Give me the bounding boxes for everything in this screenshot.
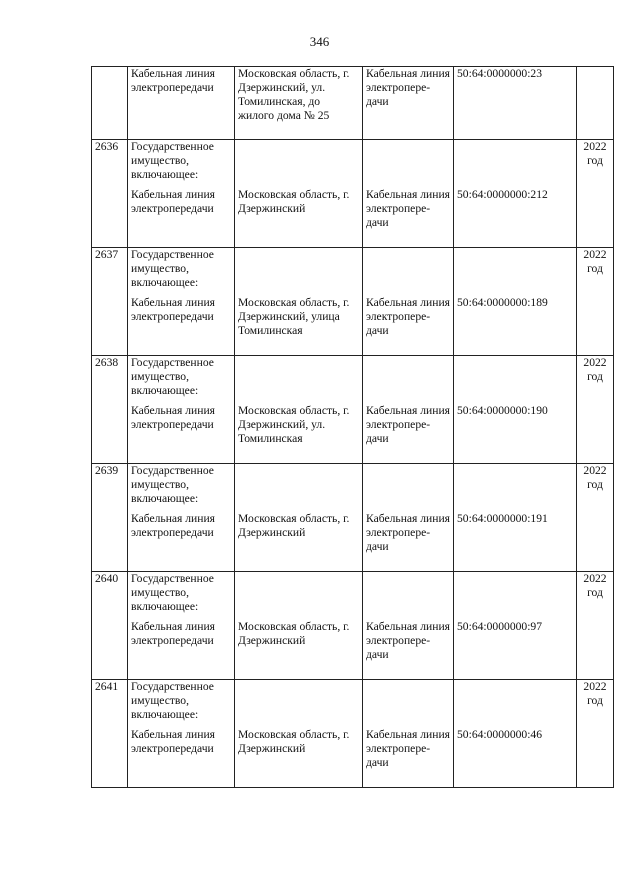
table-row-record-detail — [92, 512, 614, 572]
cell-object-type: Кабельная линия электропере-дачи — [363, 728, 454, 788]
cell-object-name: Кабельная линия электропередачи — [128, 296, 235, 356]
cell-address: Московская область, г. Дзержинский — [235, 188, 363, 248]
cell-cadastral-number: 50:64:0000000:189 — [454, 296, 577, 356]
cell-group-title: Государственное имущество, включающее: — [128, 356, 235, 404]
cell-address: Московская область, г. Дзержинский, ул. Томилинская — [235, 404, 363, 464]
cell-address-empty — [235, 464, 363, 512]
cell-year: 2022 год — [577, 140, 614, 248]
cell-type-empty — [363, 248, 454, 296]
table-row-record — [92, 572, 614, 620]
cell-address-empty — [235, 572, 363, 620]
cell-cadastral-number: 50:64:0000000:212 — [454, 188, 577, 248]
cell-group-title: Государственное имущество, включающее: — [128, 248, 235, 296]
cell-object-name: Кабельная линия электропередачи — [128, 67, 235, 140]
cell-address: Московская область, г. Дзержинский — [235, 512, 363, 572]
table-row-record — [92, 680, 614, 728]
cell-number — [92, 67, 128, 140]
cell-year: 2022 год — [577, 572, 614, 680]
cell-number: 2641 — [92, 680, 128, 788]
cell-object-name: Кабельная линия электропередачи — [128, 512, 235, 572]
cell-type-empty — [363, 680, 454, 728]
cell-address-empty — [235, 248, 363, 296]
property-registry-table — [91, 66, 614, 788]
cell-number: 2638 — [92, 356, 128, 464]
cell-year — [577, 67, 614, 140]
cell-address-empty — [235, 356, 363, 404]
cell-number: 2637 — [92, 248, 128, 356]
cell-type-empty — [363, 356, 454, 404]
cell-object-type: Кабельная линия электропере-дачи — [363, 296, 454, 356]
table-row-record — [92, 248, 614, 296]
cell-object-name: Кабельная линия электропередачи — [128, 188, 235, 248]
table-row-record — [92, 464, 614, 512]
cell-group-title: Государственное имущество, включающее: — [128, 680, 235, 728]
cell-year: 2022 год — [577, 464, 614, 572]
cell-number: 2639 — [92, 464, 128, 572]
cell-cadastral-empty — [454, 572, 577, 620]
table-row-record-detail — [92, 188, 614, 248]
table-row-record-detail — [92, 728, 614, 788]
cell-number: 2636 — [92, 140, 128, 248]
cell-cadastral-number: 50:64:0000000:190 — [454, 404, 577, 464]
cell-address-empty — [235, 680, 363, 728]
cell-type-empty — [363, 464, 454, 512]
cell-cadastral-number: 50:64:0000000:46 — [454, 728, 577, 788]
cell-object-name: Кабельная линия электропередачи — [128, 620, 235, 680]
cell-cadastral-empty — [454, 464, 577, 512]
cell-group-title: Государственное имущество, включающее: — [128, 464, 235, 512]
table-row-continuation — [92, 67, 614, 140]
cell-cadastral-number: 50:64:0000000:191 — [454, 512, 577, 572]
cell-type-empty — [363, 572, 454, 620]
table-row-record — [92, 356, 614, 404]
table-row-record-detail — [92, 620, 614, 680]
table-row-record-detail — [92, 296, 614, 356]
cell-address: Московская область, г. Дзержинский, ул. Томилинская, до жилого дома № 25 — [235, 67, 363, 140]
cell-object-type: Кабельная линия электропере-дачи — [363, 404, 454, 464]
cell-year: 2022 год — [577, 356, 614, 464]
cell-year: 2022 год — [577, 248, 614, 356]
cell-cadastral-empty — [454, 356, 577, 404]
cell-cadastral-empty — [454, 680, 577, 728]
cell-address: Московская область, г. Дзержинский — [235, 728, 363, 788]
cell-number: 2640 — [92, 572, 128, 680]
table-row-record-detail — [92, 404, 614, 464]
cell-object-type: Кабельная линия электропере-дачи — [363, 512, 454, 572]
cell-cadastral-number: 50:64:0000000:23 — [454, 67, 577, 140]
cell-cadastral-empty — [454, 140, 577, 188]
table-row-record — [92, 140, 614, 188]
cell-group-title: Государственное имущество, включающее: — [128, 140, 235, 188]
cell-object-name: Кабельная линия электропередачи — [128, 404, 235, 464]
cell-type-empty — [363, 140, 454, 188]
page-number: 346 — [309, 34, 330, 49]
cell-year: 2022 год — [577, 680, 614, 788]
cell-cadastral-number: 50:64:0000000:97 — [454, 620, 577, 680]
cell-object-type: Кабельная линия электропере-дачи — [363, 67, 454, 140]
cell-address: Московская область, г. Дзержинский, улица Томилинская — [235, 296, 363, 356]
cell-cadastral-empty — [454, 248, 577, 296]
cell-address-empty — [235, 140, 363, 188]
cell-group-title: Государственное имущество, включающее: — [128, 572, 235, 620]
cell-object-name: Кабельная линия электропередачи — [128, 728, 235, 788]
cell-object-type: Кабельная линия электропере-дачи — [363, 620, 454, 680]
cell-address: Московская область, г. Дзержинский — [235, 620, 363, 680]
cell-object-type: Кабельная линия электропере-дачи — [363, 188, 454, 248]
